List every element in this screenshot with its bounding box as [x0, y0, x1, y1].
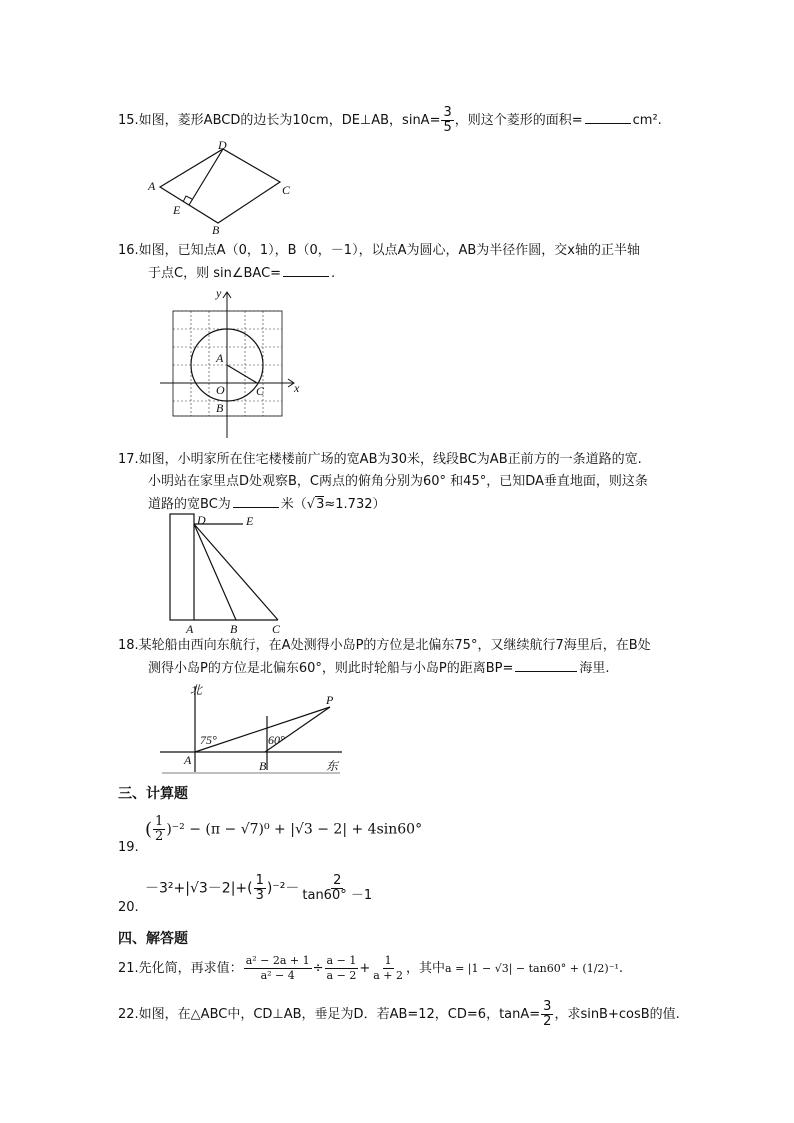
q15-suffix: ，则这个菱形的面积= [454, 113, 583, 128]
q16-text: 于点C，则 sin∠BAC= [148, 266, 282, 281]
question-17-line1: 17.如图，小明家所在住宅楼楼前广场的宽AB为30米，线段BC为AB正前方的一条道路的宽. [118, 452, 642, 467]
q19-fraction [153, 815, 165, 844]
question-17-line2: 小明站在家里点D处观察B，C两点的俯角分别为60° 和45°，已知DA垂直地面，则这条 [148, 474, 648, 489]
label-c: C [282, 183, 291, 197]
q21-mid: ，其中 [406, 961, 446, 976]
q17-approx: ≈1.732） [324, 497, 386, 512]
q21-condition: a = |1 − √3| − tan60° + (1/2)⁻¹ [445, 962, 619, 975]
rhombus-figure [140, 138, 300, 238]
q19-frac-num: 1 [155, 814, 164, 829]
north-label: 北 [190, 683, 203, 697]
question-16-line1: 16.如图，已知点A（0，1），B（0，－1），以点A为圆心，AB为半径作圆，交x轴的正半轴 [118, 243, 640, 258]
q15-den: 5 [443, 120, 452, 135]
q17-unit: 米（ [280, 497, 307, 512]
q22-prefix: 22.如图，在△ABC中，CD⊥AB，垂足为D．若AB=12，CD=6，tanA= [118, 1007, 541, 1022]
angle-75: 75° [200, 733, 217, 747]
q21-f1-num: a² − 2a + 1 [245, 954, 310, 967]
q15-num: 3 [443, 105, 452, 120]
q20-fraction-1 [254, 874, 266, 903]
q19-number: 19. [118, 840, 139, 855]
q15-fraction [441, 106, 453, 135]
q20-expression [145, 874, 375, 903]
angle-60: 60° [268, 733, 285, 747]
q18-text: 测得小岛P的方位是北偏东60°，则此时轮船与小岛P的距离BP= [148, 661, 514, 676]
question-18-line2 [148, 658, 610, 679]
q21-frac-1 [244, 954, 312, 983]
q17-answer-blank [233, 494, 279, 508]
building [170, 514, 194, 620]
line-dc [194, 524, 278, 620]
q20-f1-num: 1 [255, 873, 264, 888]
section-3-title: 三、计算题 [118, 786, 188, 802]
question-18-line1: 18.某轮船由西向东航行，在A处测得小岛P的方位是北偏东75°，又继续航行7海里后，在B处 [118, 638, 651, 653]
q17-sqrt: 3 [316, 497, 325, 512]
q20-number: 20. [118, 900, 139, 915]
q21-op1: ÷ [312, 961, 324, 976]
q22-den: 2 [543, 1014, 552, 1029]
q21-op2: + [359, 961, 371, 976]
label-e: E [173, 203, 181, 217]
label-p: P [326, 693, 334, 707]
q15-unit: cm². [632, 113, 662, 128]
q19-expression: ( $\frac{1}{2}$ )⁻² − (π − √7)⁰ + |√3 − 2| + 4sin60° [145, 814, 423, 844]
line-db [194, 524, 236, 620]
q21-f3-den: a + 2 [373, 969, 404, 982]
q18-answer-blank [515, 658, 577, 672]
label-b: B [230, 622, 238, 636]
label-c: C [256, 384, 265, 398]
label-a: A [148, 179, 156, 193]
q21-f3-num: 1 [384, 954, 392, 967]
question-22 [118, 1000, 680, 1029]
label-a: A [184, 753, 192, 767]
ship-bearing-figure [160, 680, 350, 775]
q19-rest: )⁻² − (π − √7)⁰ + |√3 − 2| + 4sin60° [166, 821, 423, 838]
question-16-line2 [148, 263, 335, 284]
label-b: B [212, 223, 220, 237]
q19-frac-den: 2 [155, 829, 164, 844]
q20-lead: －3²+|√3－2|+( [145, 880, 253, 897]
q20-f1-den: 3 [255, 888, 264, 903]
q15-answer-blank [585, 110, 631, 124]
q22-num: 3 [543, 999, 552, 1014]
q20-f2-num: 2 [333, 873, 342, 888]
label-c: C [272, 622, 281, 636]
question-21 [118, 954, 623, 983]
section-4-title: 四、解答题 [118, 931, 188, 947]
label-o: O [216, 383, 225, 397]
q21-end: . [618, 961, 624, 976]
east-label: 东 [326, 759, 339, 773]
label-d: D [197, 513, 206, 527]
q22-fraction [541, 1000, 553, 1029]
label-b: B [216, 401, 224, 415]
label-b: B [259, 759, 267, 773]
q17-text: 道路的宽BC为 [148, 497, 231, 512]
segment-ac [227, 365, 257, 383]
label-d: D [218, 138, 227, 152]
q20-f2-den: tan60° －1 [302, 888, 373, 903]
circle-grid-figure [160, 288, 310, 438]
q21-f2-den: a − 2 [326, 969, 357, 982]
q16-answer-blank [283, 263, 329, 277]
segment-de [189, 149, 223, 205]
q21-f1-den: a² − 4 [260, 969, 295, 982]
label-a: A [216, 351, 224, 365]
right-angle-mark [183, 196, 192, 202]
q15-prefix: 15.如图，菱形ABCD的边长为10cm，DE⊥AB，sinA= [118, 113, 441, 128]
q21-frac-3 [371, 954, 405, 983]
q16-end: . [331, 266, 336, 281]
q20-fraction-2 [300, 874, 374, 903]
label-a: A [186, 622, 194, 636]
axis-y-label: y [216, 286, 222, 300]
q21-frac-2 [325, 954, 359, 983]
question-15 [118, 106, 662, 135]
axis-x-label: x [294, 381, 300, 395]
q21-f2-num: a − 1 [326, 954, 357, 967]
label-e: E [246, 514, 254, 528]
question-17-line3: 道路的宽BC为 米（√3≈1.732） [148, 494, 385, 515]
building-figure [160, 510, 300, 635]
q22-suffix: ，求sinB+cosB的值. [554, 1007, 680, 1022]
q20-tail: )⁻²－ [266, 880, 300, 897]
q21-prefix: 21.先化简，再求值： [118, 961, 243, 976]
q18-unit: 海里. [579, 661, 610, 676]
